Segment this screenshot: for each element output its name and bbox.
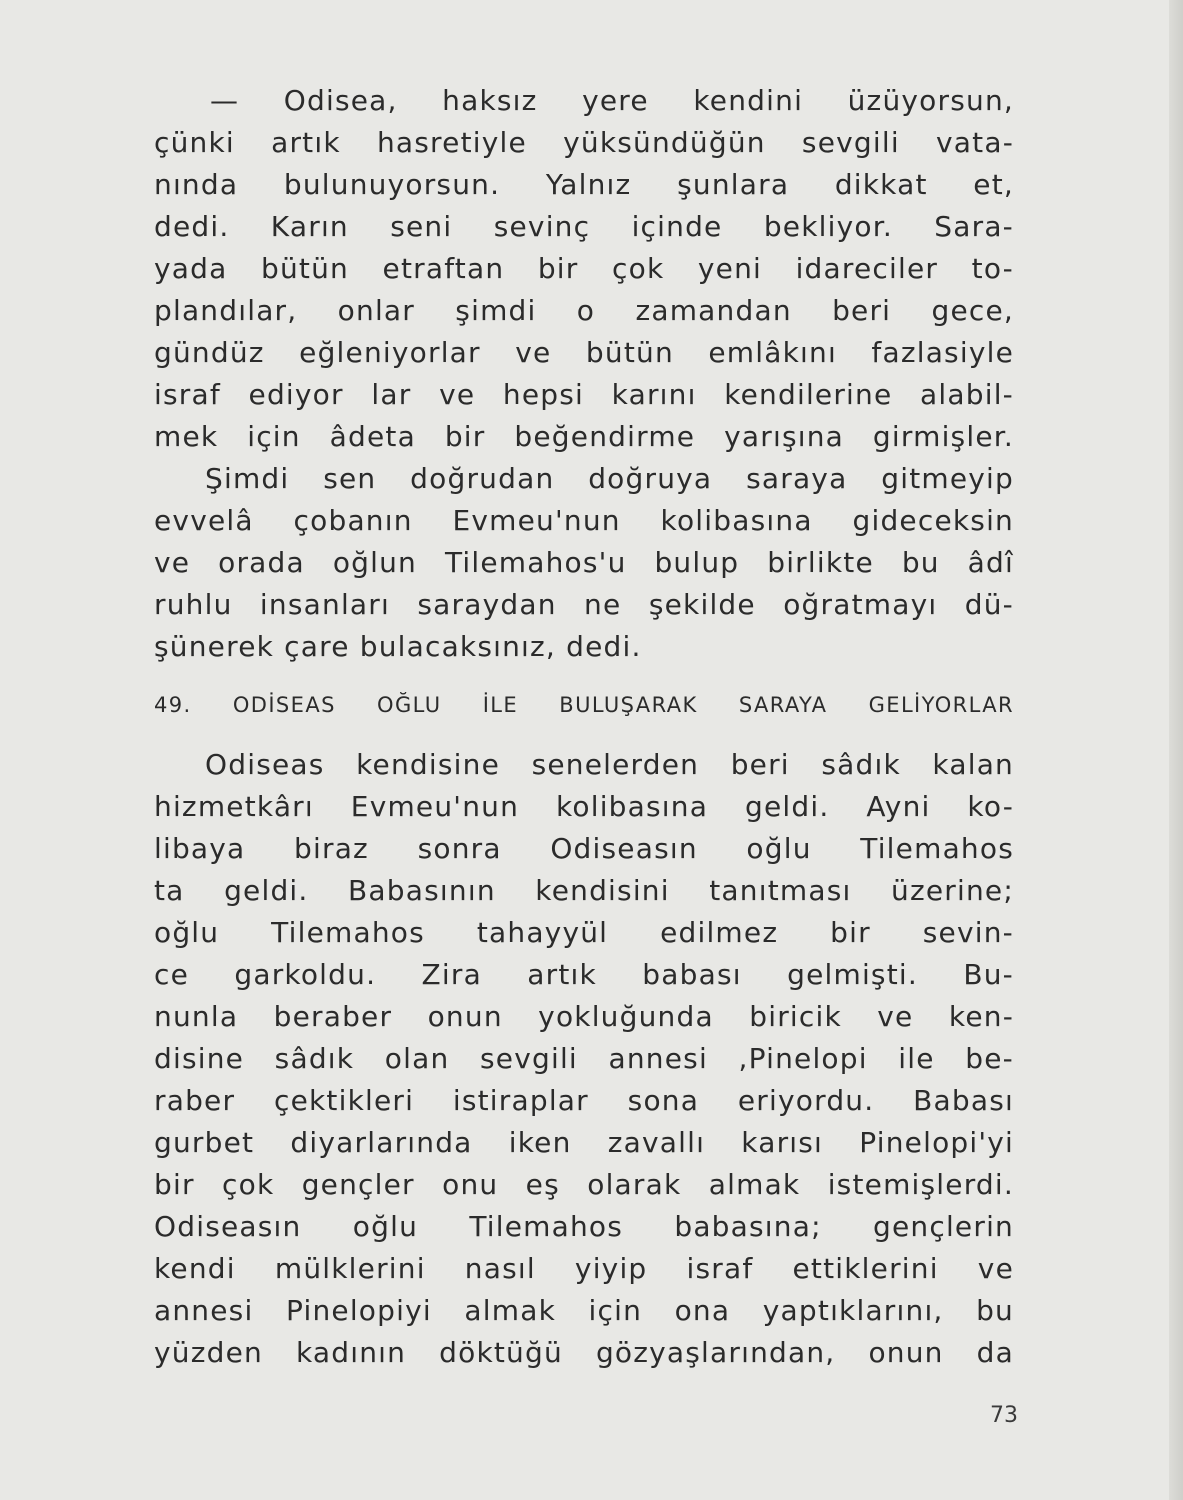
text-line: gündüz eğleniyorlar ve bütün emlâkını fazlasiyle bbox=[154, 336, 1014, 369]
text-line: Şimdi sen doğrudan doğruya saraya gitmeyip bbox=[205, 462, 1014, 495]
text-line: evvelâ çobanın Evmeu'nun kolibasına gideceksin bbox=[154, 504, 1014, 537]
text-line: şünerek çare bulacaksınız, dedi. bbox=[154, 630, 642, 663]
text-line: ruhlu insanları saraydan ne şekilde oğratmayı dü- bbox=[154, 588, 1014, 621]
text-line: raber çektikleri istiraplar sona eriyordu. Babası bbox=[154, 1084, 1014, 1117]
text-line: kendi mülklerini nasıl yiyip israf ettiklerini ve bbox=[154, 1252, 1014, 1285]
text-line: Odiseas kendisine senelerden beri sâdık kalan bbox=[205, 748, 1014, 781]
text-line: çünki artık hasretiyle yüksündüğün sevgili vata- bbox=[154, 126, 1014, 159]
text-line: hizmetkârı Evmeu'nun kolibasına geldi. Ayni ko- bbox=[154, 790, 1014, 823]
text-line: nunla beraber onun yokluğunda biricik ve ken- bbox=[154, 1000, 1014, 1033]
page-number: 73 bbox=[990, 1403, 1018, 1428]
text-line: mek için âdeta bir beğendirme yarışına girmişler. bbox=[154, 420, 1014, 453]
text-line: israf ediyor lar ve hepsi karını kendilerine alabil- bbox=[154, 378, 1014, 411]
text-line: — Odisea, haksız yere kendini üzüyorsun, bbox=[210, 84, 1014, 117]
scan-edge bbox=[1169, 0, 1183, 1500]
text-line: libaya biraz sonra Odiseasın oğlu Tilemahos bbox=[154, 832, 1014, 865]
text-line: plandılar, onlar şimdi o zamandan beri gece, bbox=[154, 294, 1014, 327]
text-line: oğlu Tilemahos tahayyül edilmez bir sevin- bbox=[154, 916, 1014, 949]
text-line: Odiseasın oğlu Tilemahos babasına; gençlerin bbox=[154, 1210, 1014, 1243]
text-line: bir çok gençler onu eş olarak almak istemişlerdi. bbox=[154, 1168, 1014, 1201]
text-line: disine sâdık olan sevgili annesi ,Pinelopi ile be- bbox=[154, 1042, 1014, 1075]
text-line: annesi Pinelopiyi almak için ona yaptıklarını, bu bbox=[154, 1294, 1014, 1327]
text-line: ce garkoldu. Zira artık babası gelmişti. Bu- bbox=[154, 958, 1014, 991]
text-line: yada bütün etraftan bir çok yeni idareciler to- bbox=[154, 252, 1014, 285]
text-line: dedi. Karın seni sevinç içinde bekliyor. Sara- bbox=[154, 210, 1014, 243]
section-heading: 49. ODİSEAS OĞLU İLE BULUŞARAK SARAYA GELİYORLAR bbox=[154, 693, 1014, 717]
text-line: gurbet diyarlarında iken zavallı karısı Pinelopi'yi bbox=[154, 1126, 1014, 1159]
text-line: yüzden kadının döktüğü gözyaşlarından, onun da bbox=[154, 1336, 1014, 1369]
text-line: nında bulunuyorsun. Yalnız şunlara dikkat et, bbox=[154, 168, 1014, 201]
text-line: ta geldi. Babasının kendisini tanıtması üzerine; bbox=[154, 874, 1014, 907]
text-line: ve orada oğlun Tilemahos'u bulup birlikte bu âdî bbox=[154, 546, 1014, 579]
